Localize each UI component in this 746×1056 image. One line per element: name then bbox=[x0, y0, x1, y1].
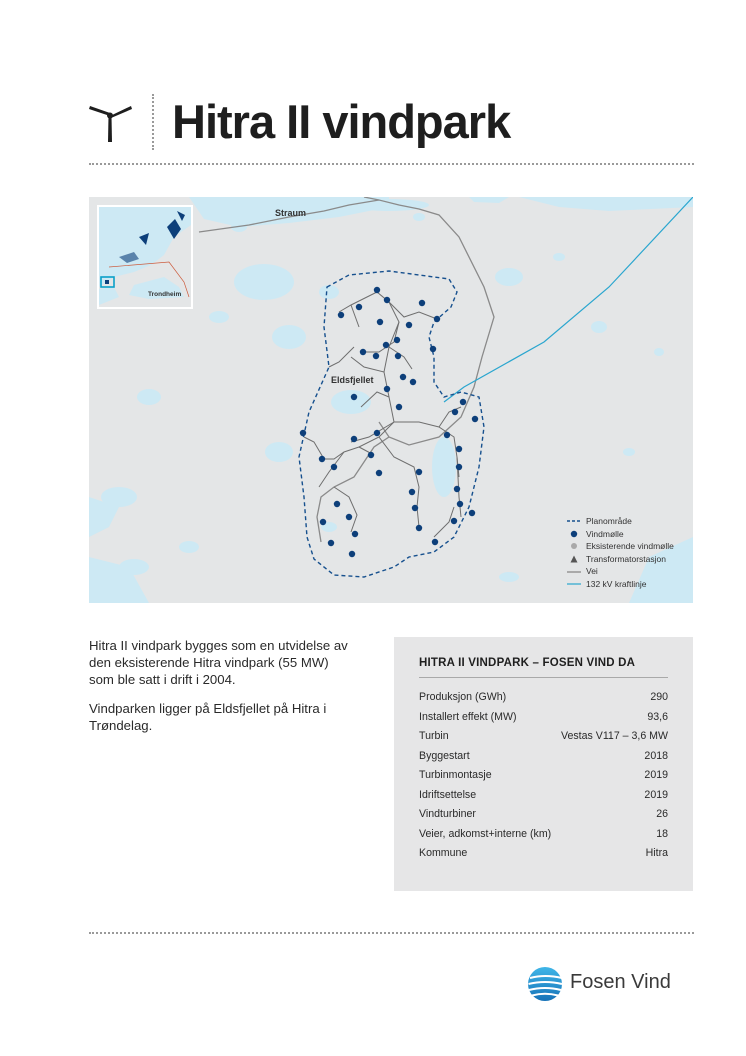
turbine bbox=[351, 394, 357, 400]
fact-label: Veier, adkomst+interne (km) bbox=[419, 828, 552, 840]
fact-value: 93,6 bbox=[647, 711, 668, 723]
label-straum: Straum bbox=[275, 208, 307, 218]
title-separator bbox=[152, 94, 154, 150]
turbine bbox=[409, 489, 415, 495]
turbine bbox=[416, 469, 422, 475]
fact-label: Installert effekt (MW) bbox=[419, 711, 517, 723]
fact-value: 2019 bbox=[644, 769, 668, 781]
turbine bbox=[395, 353, 401, 359]
fact-label: Byggestart bbox=[419, 750, 470, 762]
turbine bbox=[400, 374, 406, 380]
legend-transformator: Transformatorstasjon bbox=[567, 553, 674, 566]
fact-row bbox=[419, 691, 668, 703]
fact-box bbox=[394, 637, 693, 891]
fact-row bbox=[419, 769, 668, 781]
intro-paragraph-1: Hitra II vindpark bygges som en utvidelse av den eksisterende Hitra vindpark (55 MW) som ble satt i drift i 2004. bbox=[89, 638, 348, 687]
turbine bbox=[457, 501, 463, 507]
turbine bbox=[338, 312, 344, 318]
turbine bbox=[352, 531, 358, 537]
turbine bbox=[412, 505, 418, 511]
site-map bbox=[89, 197, 693, 603]
power-line-icon bbox=[567, 579, 581, 589]
turbine bbox=[319, 456, 325, 462]
fact-label: Turbinmontasje bbox=[419, 769, 492, 781]
legend-planomrade: Planområde bbox=[567, 515, 674, 528]
fact-value: 26 bbox=[656, 808, 668, 820]
turbine-dot-icon bbox=[567, 529, 581, 539]
turbine bbox=[331, 464, 337, 470]
fosen-vind-logo bbox=[526, 965, 686, 1003]
turbine bbox=[377, 319, 383, 325]
turbine bbox=[456, 446, 462, 452]
map-legend bbox=[567, 515, 674, 591]
fact-label: Kommune bbox=[419, 847, 468, 859]
turbine bbox=[328, 540, 334, 546]
legend-vei: Vei bbox=[567, 565, 674, 578]
turbine bbox=[406, 322, 412, 328]
top-divider bbox=[89, 163, 694, 165]
turbine bbox=[451, 518, 457, 524]
fact-box-rule bbox=[419, 677, 668, 678]
dashed-line-icon bbox=[567, 516, 581, 526]
turbine bbox=[349, 551, 355, 557]
label-eldsfjellet: Eldsfjellet bbox=[331, 375, 374, 385]
fact-label: Idriftsettelse bbox=[419, 789, 477, 801]
turbine bbox=[396, 404, 402, 410]
fact-label: Vindturbiner bbox=[419, 808, 476, 820]
fact-row bbox=[419, 789, 668, 801]
fact-value: 290 bbox=[650, 691, 668, 703]
fact-box-title: HITRA II VINDPARK – FOSEN VIND DA bbox=[419, 657, 636, 669]
turbine bbox=[346, 514, 352, 520]
turbine bbox=[456, 464, 462, 470]
turbine bbox=[384, 297, 390, 303]
turbine bbox=[430, 346, 436, 352]
turbine bbox=[376, 470, 382, 476]
turbine bbox=[394, 337, 400, 343]
fact-value: 2018 bbox=[644, 750, 668, 762]
turbine bbox=[351, 436, 357, 442]
fosen-globe-icon bbox=[526, 965, 564, 1003]
turbine bbox=[374, 430, 380, 436]
fact-value: Vestas V117 – 3,6 MW bbox=[561, 730, 668, 742]
legend-vindmolle: Vindmølle bbox=[567, 528, 674, 541]
turbine bbox=[334, 501, 340, 507]
turbine bbox=[444, 432, 450, 438]
fact-row bbox=[419, 750, 668, 762]
turbine bbox=[360, 349, 366, 355]
turbine bbox=[384, 386, 390, 392]
turbine bbox=[416, 525, 422, 531]
turbine bbox=[300, 430, 306, 436]
fact-label: Turbin bbox=[419, 730, 449, 742]
intro-text bbox=[89, 637, 349, 746]
turbine bbox=[373, 353, 379, 359]
fact-row bbox=[419, 808, 668, 820]
turbine bbox=[469, 510, 475, 516]
turbine bbox=[460, 399, 466, 405]
turbine bbox=[434, 316, 440, 322]
turbine bbox=[383, 342, 389, 348]
turbine bbox=[368, 452, 374, 458]
turbine bbox=[419, 300, 425, 306]
fact-row bbox=[419, 828, 668, 840]
turbine bbox=[454, 486, 460, 492]
fact-label: Produksjon (GWh) bbox=[419, 691, 507, 703]
legend-eksisterende: Eksisterende vindmølle bbox=[567, 540, 674, 553]
turbine bbox=[410, 379, 416, 385]
turbine bbox=[374, 287, 380, 293]
turbine bbox=[472, 416, 478, 422]
fact-value: 2019 bbox=[644, 789, 668, 801]
existing-turbine-dot-icon bbox=[567, 541, 581, 551]
fact-value: Hitra bbox=[645, 847, 668, 859]
bottom-divider bbox=[89, 932, 694, 934]
intro-paragraph-2: Vindparken ligger på Eldsfjellet på Hitra i Trøndelag. bbox=[89, 701, 327, 733]
fact-row bbox=[419, 847, 668, 859]
fact-value: 18 bbox=[656, 828, 668, 840]
turbine bbox=[356, 304, 362, 310]
wind-turbine-icon bbox=[86, 96, 134, 144]
turbine bbox=[432, 539, 438, 545]
fact-row bbox=[419, 730, 668, 742]
page-header bbox=[86, 88, 696, 158]
triangle-icon bbox=[567, 554, 581, 564]
turbine bbox=[452, 409, 458, 415]
label-trondheim: Trondheim bbox=[148, 291, 182, 298]
fact-row bbox=[419, 711, 668, 723]
road-line-icon bbox=[567, 567, 581, 577]
logo-text: Fosen Vind bbox=[570, 971, 671, 993]
legend-kraftlinje: 132 kV kraftlinje bbox=[567, 578, 674, 591]
turbine bbox=[320, 519, 326, 525]
page-title: Hitra II vindpark bbox=[172, 95, 511, 148]
